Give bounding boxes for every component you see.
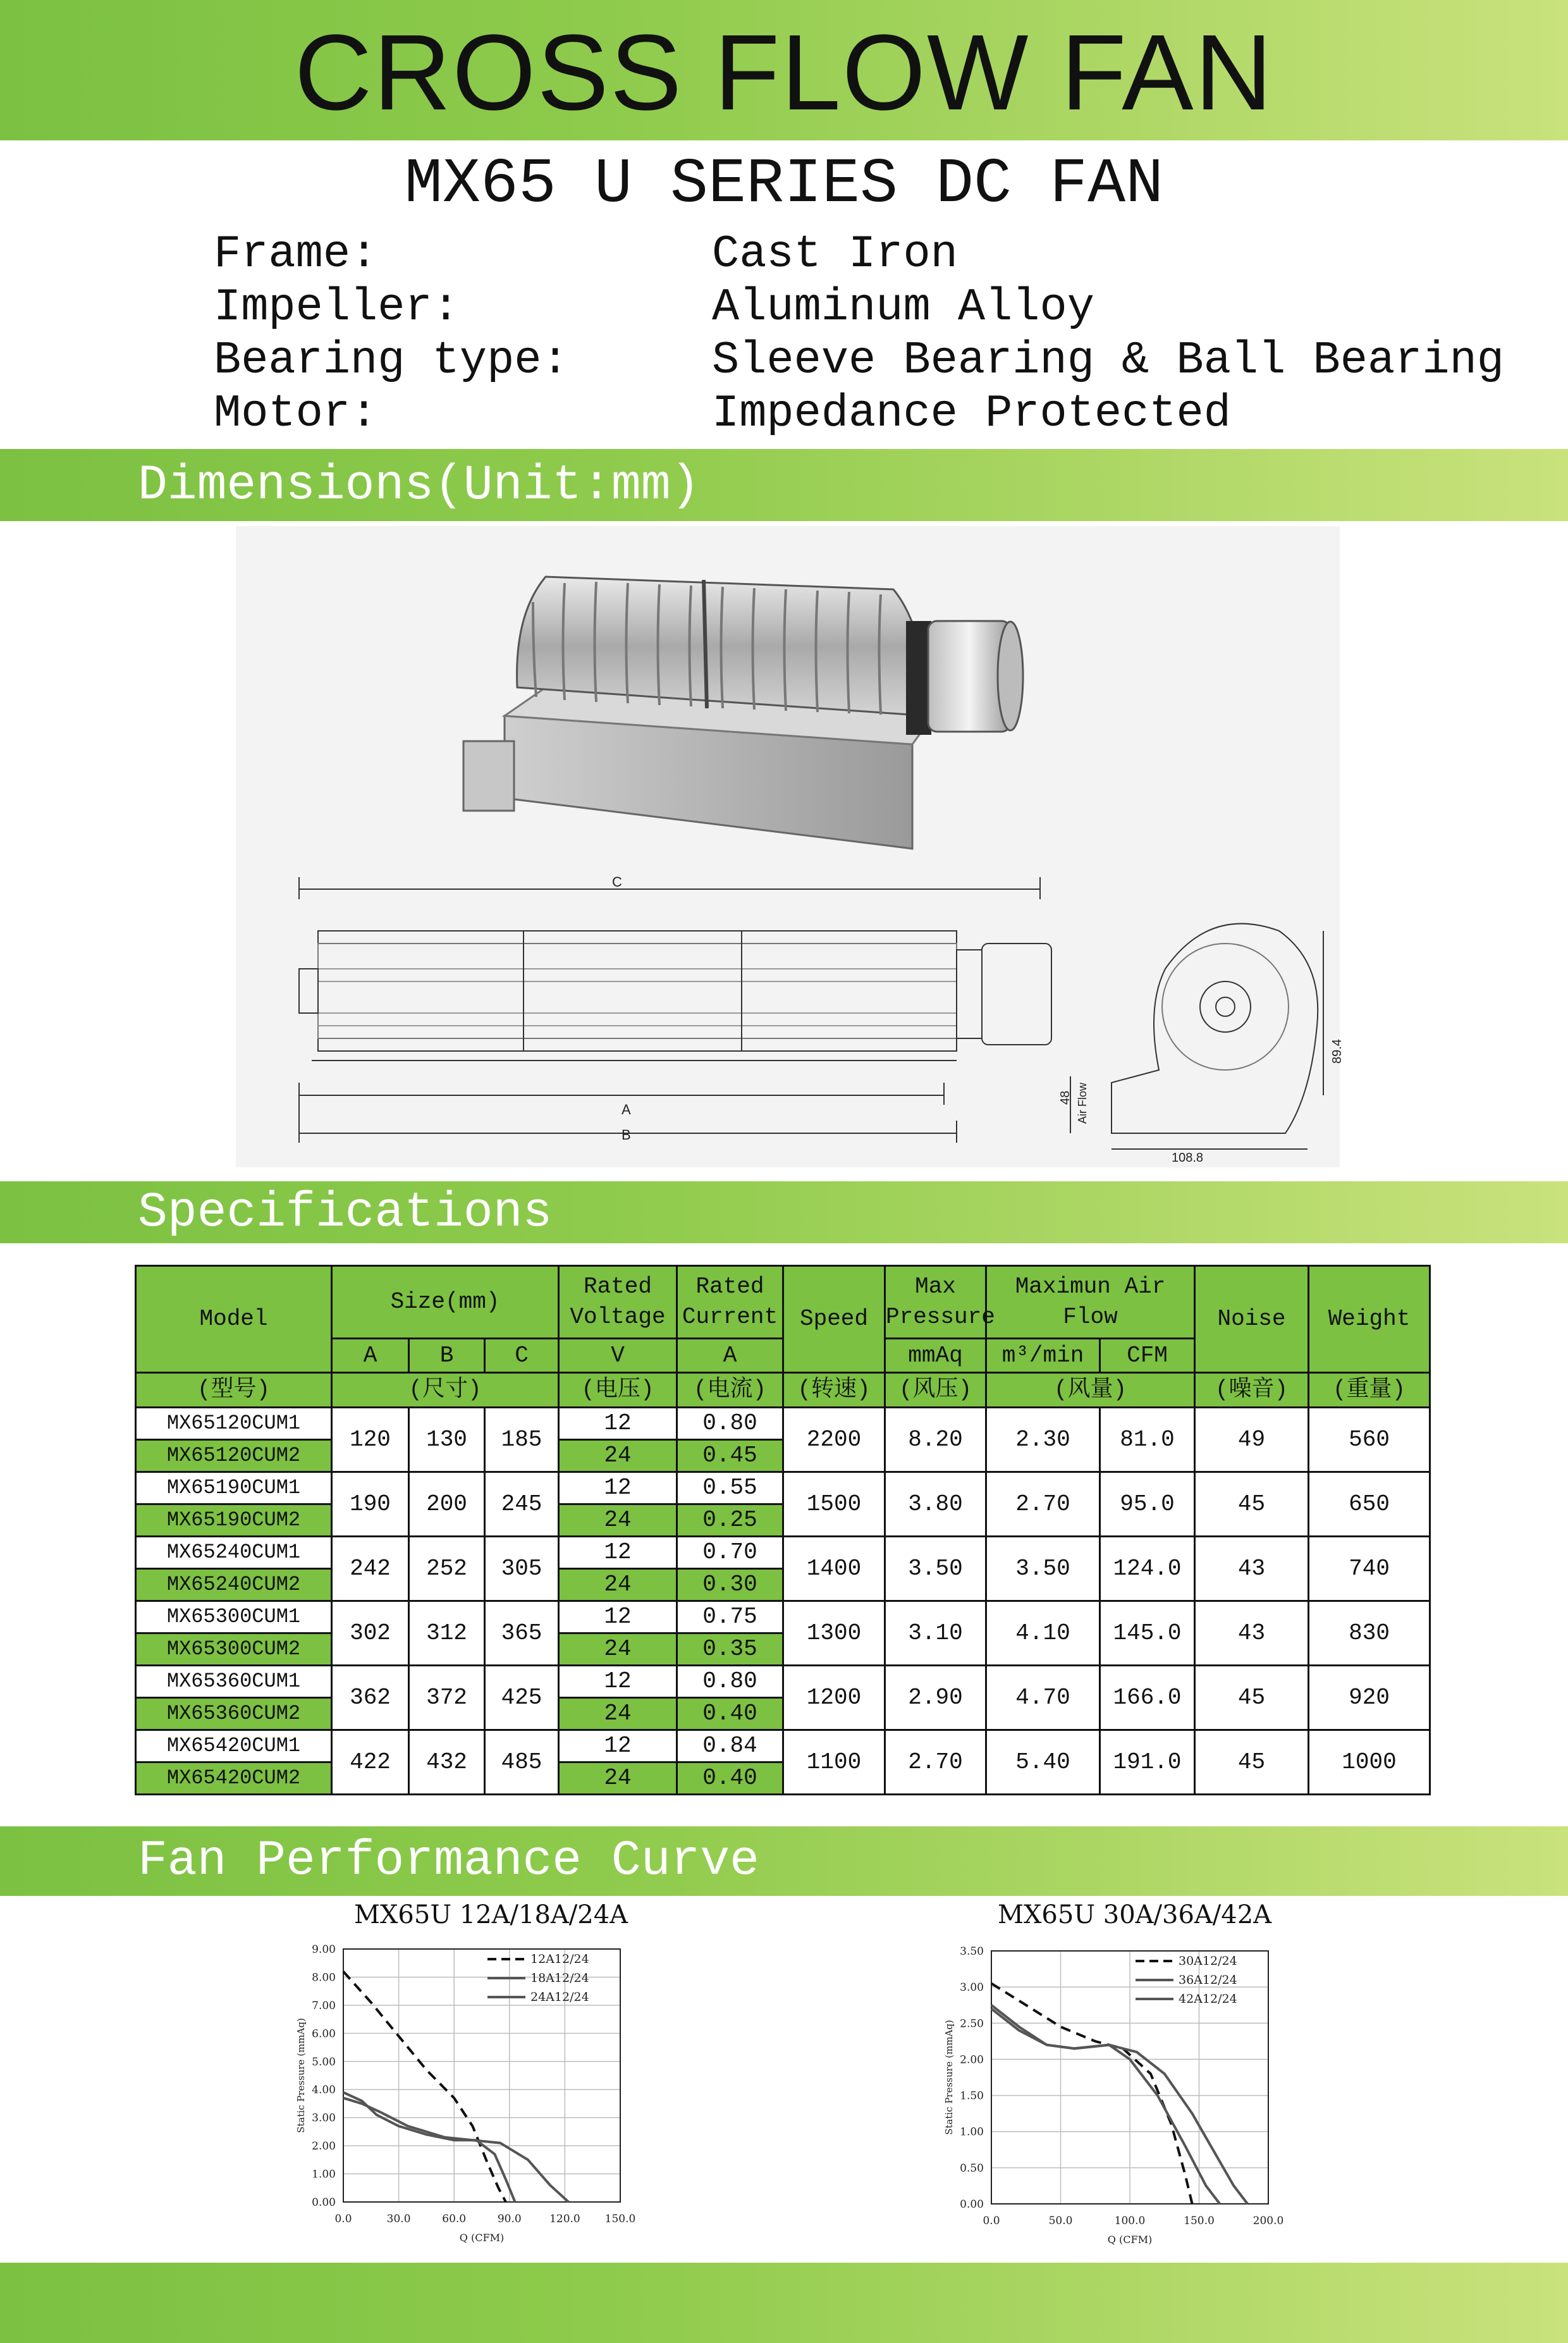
unit-mmaq: mmAq <box>885 1339 986 1373</box>
chart-2-title: MX65U 30A/36A/42A <box>998 1900 1272 1929</box>
dim-a-label: A <box>622 1102 631 1117</box>
cell-i2: 0.45 <box>677 1440 783 1472</box>
cell-g: 920 <box>1309 1666 1430 1730</box>
cell-m3: 4.10 <box>986 1601 1100 1666</box>
cell-cfm: 95.0 <box>1100 1472 1195 1537</box>
spec-table <box>135 1265 1431 1795</box>
spec-label: Bearing type: <box>214 335 569 386</box>
cell-g: 740 <box>1309 1537 1430 1601</box>
cell-v1: 12 <box>559 1537 677 1569</box>
cell-v2: 24 <box>559 1504 677 1537</box>
cell-rpm: 1300 <box>783 1601 885 1666</box>
cell-c: 245 <box>485 1472 559 1537</box>
cell-p: 2.90 <box>885 1666 986 1730</box>
cell-v1: 12 <box>559 1408 677 1440</box>
x-tick-label: 120.0 <box>549 2213 580 2225</box>
spec-value: Impedance Protected <box>712 388 1231 440</box>
cell-a: 242 <box>332 1537 409 1601</box>
cell-cfm: 191.0 <box>1100 1730 1195 1795</box>
cell-m2: MX65190CUM2 <box>136 1504 332 1537</box>
x-tick-label: 30.0 <box>386 2213 411 2225</box>
x-tick-label: 50.0 <box>1048 2215 1073 2227</box>
legend-entry: 12A12/24 <box>530 1952 589 1966</box>
cell-g: 650 <box>1309 1472 1430 1537</box>
spec-value: Cast Iron <box>712 228 958 280</box>
cn-airflow: (风量) <box>986 1373 1195 1408</box>
spec-table-body <box>136 1408 1430 1795</box>
cell-m2: MX65420CUM2 <box>136 1762 332 1795</box>
air-flow-label: Air Flow <box>1076 1082 1089 1124</box>
dim-48-label: 48 <box>1058 1090 1072 1105</box>
curve-heading: Fan Performance Curve <box>138 1833 759 1889</box>
cell-rpm: 1500 <box>783 1472 885 1537</box>
chart-1-title: MX65U 12A/18A/24A <box>354 1900 628 1929</box>
unit-m3: m³/min <box>986 1339 1100 1373</box>
title-band <box>0 0 1568 140</box>
cell-g: 560 <box>1309 1408 1430 1472</box>
fan-photo <box>463 577 1023 849</box>
cell-m2: MX65120CUM2 <box>136 1440 332 1472</box>
chart-2-svg <box>934 1935 1284 2258</box>
cell-m2: MX65360CUM2 <box>136 1698 332 1730</box>
th-voltage: Rated Voltage <box>559 1266 677 1339</box>
cn-model: (型号) <box>136 1373 332 1408</box>
cell-v1: 12 <box>559 1601 677 1633</box>
cell-cfm: 166.0 <box>1100 1666 1195 1730</box>
cell-p: 8.20 <box>885 1408 986 1472</box>
curve-band <box>0 1826 1568 1896</box>
unit-v: V <box>559 1339 677 1373</box>
cell-p: 3.50 <box>885 1537 986 1601</box>
cell-m1: MX65300CUM1 <box>136 1601 332 1633</box>
cell-m1: MX65420CUM1 <box>136 1730 332 1762</box>
cell-a: 302 <box>332 1601 409 1666</box>
cell-a: 422 <box>332 1730 409 1795</box>
chart-1 <box>286 1933 636 2256</box>
cell-cfm: 145.0 <box>1100 1601 1195 1666</box>
x-tick-label: 100.0 <box>1114 2215 1146 2227</box>
th-current: Rated Current <box>677 1266 783 1339</box>
unit-cfm: CFM <box>1100 1339 1195 1373</box>
cell-db: 49 <box>1195 1408 1309 1472</box>
cell-p: 3.80 <box>885 1472 986 1537</box>
cell-a: 362 <box>332 1666 409 1730</box>
th-weight: Weight <box>1309 1266 1430 1373</box>
y-axis-label: Static Pressure (mmAq) <box>943 2020 955 2135</box>
cell-b: 252 <box>409 1537 485 1601</box>
cell-c: 365 <box>485 1601 559 1666</box>
specifications-heading: Specifications <box>138 1185 553 1241</box>
spec-label: Frame: <box>214 228 378 280</box>
dim-89-label: 89.4 <box>1330 1039 1344 1064</box>
dimensions-figure <box>236 526 1344 1167</box>
cell-m1: MX65190CUM1 <box>136 1472 332 1504</box>
cell-p: 2.70 <box>885 1730 986 1795</box>
y-tick-label: 0.00 <box>960 2198 984 2211</box>
y-tick-label: 3.50 <box>960 1945 984 1958</box>
fan-drawing <box>236 526 1344 1167</box>
y-tick-label: 1.00 <box>960 2125 984 2139</box>
y-tick-label: 1.00 <box>312 2168 336 2181</box>
th-size: Size(mm) <box>332 1266 559 1339</box>
cell-cfm: 81.0 <box>1100 1408 1195 1472</box>
cell-c: 485 <box>485 1730 559 1795</box>
x-tick-label: 150.0 <box>1184 2215 1215 2227</box>
cell-v2: 24 <box>559 1698 677 1730</box>
cn-weight: (重量) <box>1309 1373 1430 1408</box>
cell-m2: MX65300CUM2 <box>136 1633 332 1666</box>
y-tick-label: 0.00 <box>312 2196 336 2209</box>
y-axis-label: Static Pressure (mmAq) <box>295 2018 307 2133</box>
dim-108-label: 108.8 <box>1172 1151 1204 1165</box>
cell-v2: 24 <box>559 1440 677 1472</box>
cell-a: 120 <box>332 1408 409 1472</box>
cell-rpm: 1400 <box>783 1537 885 1601</box>
legend-entry: 30A12/24 <box>1179 1954 1237 1968</box>
cell-i2: 0.30 <box>677 1569 783 1601</box>
th-airflow: Maximun Air Flow <box>986 1266 1195 1339</box>
y-tick-label: 0.50 <box>960 2162 984 2175</box>
x-tick-label: 0.0 <box>983 2215 1000 2227</box>
cell-db: 45 <box>1195 1730 1309 1795</box>
unit-c: C <box>485 1339 559 1373</box>
y-tick-label: 4.00 <box>312 2084 336 2097</box>
product-subtitle: MX65 U SERIES DC FAN <box>404 149 1164 221</box>
table-row <box>136 1666 1430 1698</box>
cell-rpm: 2200 <box>783 1408 885 1472</box>
cell-m3: 3.50 <box>986 1537 1100 1601</box>
cell-rpm: 1200 <box>783 1666 885 1730</box>
spec-label: Impeller: <box>214 281 460 333</box>
cell-v2: 24 <box>559 1569 677 1601</box>
cell-i1: 0.70 <box>677 1537 783 1569</box>
x-tick-label: 90.0 <box>497 2213 522 2225</box>
cell-i1: 0.80 <box>677 1666 783 1698</box>
cell-i1: 0.84 <box>677 1730 783 1762</box>
th-model: Model <box>136 1266 332 1373</box>
cell-v1: 12 <box>559 1472 677 1504</box>
x-tick-label: 60.0 <box>442 2213 467 2225</box>
cell-i2: 0.25 <box>677 1504 783 1537</box>
cell-c: 425 <box>485 1666 559 1730</box>
y-tick-label: 7.00 <box>312 1999 336 2012</box>
cell-i2: 0.35 <box>677 1633 783 1666</box>
cell-db: 45 <box>1195 1666 1309 1730</box>
y-tick-label: 5.00 <box>312 2055 336 2069</box>
x-tick-label: 150.0 <box>604 2213 636 2225</box>
cell-i2: 0.40 <box>677 1698 783 1730</box>
cell-m1: MX65240CUM1 <box>136 1537 332 1569</box>
y-tick-label: 3.00 <box>312 2112 336 2125</box>
cell-m3: 2.30 <box>986 1408 1100 1472</box>
cell-rpm: 1100 <box>783 1730 885 1795</box>
y-tick-label: 1.50 <box>960 2089 984 2103</box>
cell-db: 45 <box>1195 1472 1309 1537</box>
table-row <box>136 1472 1430 1504</box>
y-tick-label: 3.00 <box>960 1981 984 1995</box>
cell-db: 43 <box>1195 1537 1309 1601</box>
th-pressure: Max Pressure <box>885 1266 986 1339</box>
side-view-drawing <box>1070 924 1323 1149</box>
table-row <box>136 1601 1430 1633</box>
cell-v2: 24 <box>559 1762 677 1795</box>
cell-b: 312 <box>409 1601 485 1666</box>
y-tick-label: 9.00 <box>312 1943 336 1956</box>
chart-2 <box>934 1935 1284 2258</box>
y-tick-label: 2.50 <box>960 2017 984 2031</box>
legend-entry: 42A12/24 <box>1179 1992 1237 2006</box>
y-tick-label: 2.00 <box>312 2140 336 2153</box>
cn-size: (尺寸) <box>332 1373 559 1408</box>
cell-m2: MX65240CUM2 <box>136 1569 332 1601</box>
unit-b: B <box>409 1339 485 1373</box>
cn-speed: (转速) <box>783 1373 885 1408</box>
cell-i1: 0.80 <box>677 1408 783 1440</box>
cell-v1: 12 <box>559 1666 677 1698</box>
cell-m3: 2.70 <box>986 1472 1100 1537</box>
cn-current: (电流) <box>677 1373 783 1408</box>
cell-b: 130 <box>409 1408 485 1472</box>
cell-v2: 24 <box>559 1633 677 1666</box>
cell-m3: 5.40 <box>986 1730 1100 1795</box>
dim-b-label: B <box>622 1127 631 1143</box>
cell-p: 3.10 <box>885 1601 986 1666</box>
unit-a: A <box>332 1339 409 1373</box>
footer-band <box>0 2263 1568 2343</box>
specifications-band <box>0 1181 1568 1243</box>
cn-voltage: (电压) <box>559 1373 677 1408</box>
front-view-drawing <box>299 877 1051 1143</box>
x-tick-label: 0.0 <box>334 2213 352 2225</box>
cn-row <box>136 1373 1430 1408</box>
cell-m1: MX65360CUM1 <box>136 1666 332 1698</box>
dimensions-band <box>0 449 1568 521</box>
cell-c: 185 <box>485 1408 559 1472</box>
legend-entry: 36A12/24 <box>1179 1973 1237 1987</box>
cell-v1: 12 <box>559 1730 677 1762</box>
cell-i1: 0.75 <box>677 1601 783 1633</box>
spec-value: Sleeve Bearing & Ball Bearing <box>712 335 1505 386</box>
chart-1-svg <box>286 1933 636 2256</box>
table-row <box>136 1408 1430 1440</box>
cell-m1: MX65120CUM1 <box>136 1408 332 1440</box>
y-tick-label: 2.00 <box>960 2053 984 2067</box>
legend-entry: 24A12/24 <box>530 1990 589 2004</box>
th-speed: Speed <box>783 1266 885 1373</box>
x-axis-label: Q (CFM) <box>1107 2234 1153 2246</box>
header-row <box>136 1266 1430 1339</box>
cell-a: 190 <box>332 1472 409 1537</box>
table-row <box>136 1537 1430 1569</box>
legend-entry: 18A12/24 <box>530 1971 589 1985</box>
cell-b: 432 <box>409 1730 485 1795</box>
cell-i1: 0.55 <box>677 1472 783 1504</box>
x-tick-label: 200.0 <box>1253 2215 1284 2227</box>
cell-g: 830 <box>1309 1601 1430 1666</box>
dimensions-heading: Dimensions(Unit:mm) <box>138 458 701 513</box>
cell-m3: 4.70 <box>986 1666 1100 1730</box>
x-axis-label: Q (CFM) <box>459 2232 505 2244</box>
spec-label: Motor: <box>214 388 378 440</box>
cell-g: 1000 <box>1309 1730 1430 1795</box>
table-row <box>136 1730 1430 1762</box>
cell-cfm: 124.0 <box>1100 1537 1195 1601</box>
cell-i2: 0.40 <box>677 1762 783 1795</box>
dim-c-label: C <box>612 874 622 890</box>
page-title: CROSS FLOW FAN <box>294 13 1274 133</box>
cell-db: 43 <box>1195 1601 1309 1666</box>
unit-amp: A <box>677 1339 783 1373</box>
cn-pressure: (风压) <box>885 1373 986 1408</box>
y-tick-label: 6.00 <box>312 2027 336 2041</box>
spec-value: Aluminum Alloy <box>712 281 1094 333</box>
cell-b: 372 <box>409 1666 485 1730</box>
cell-c: 305 <box>485 1537 559 1601</box>
y-tick-label: 8.00 <box>312 1971 336 1984</box>
cn-noise: (噪音) <box>1195 1373 1309 1408</box>
cell-b: 200 <box>409 1472 485 1537</box>
th-noise: Noise <box>1195 1266 1309 1373</box>
